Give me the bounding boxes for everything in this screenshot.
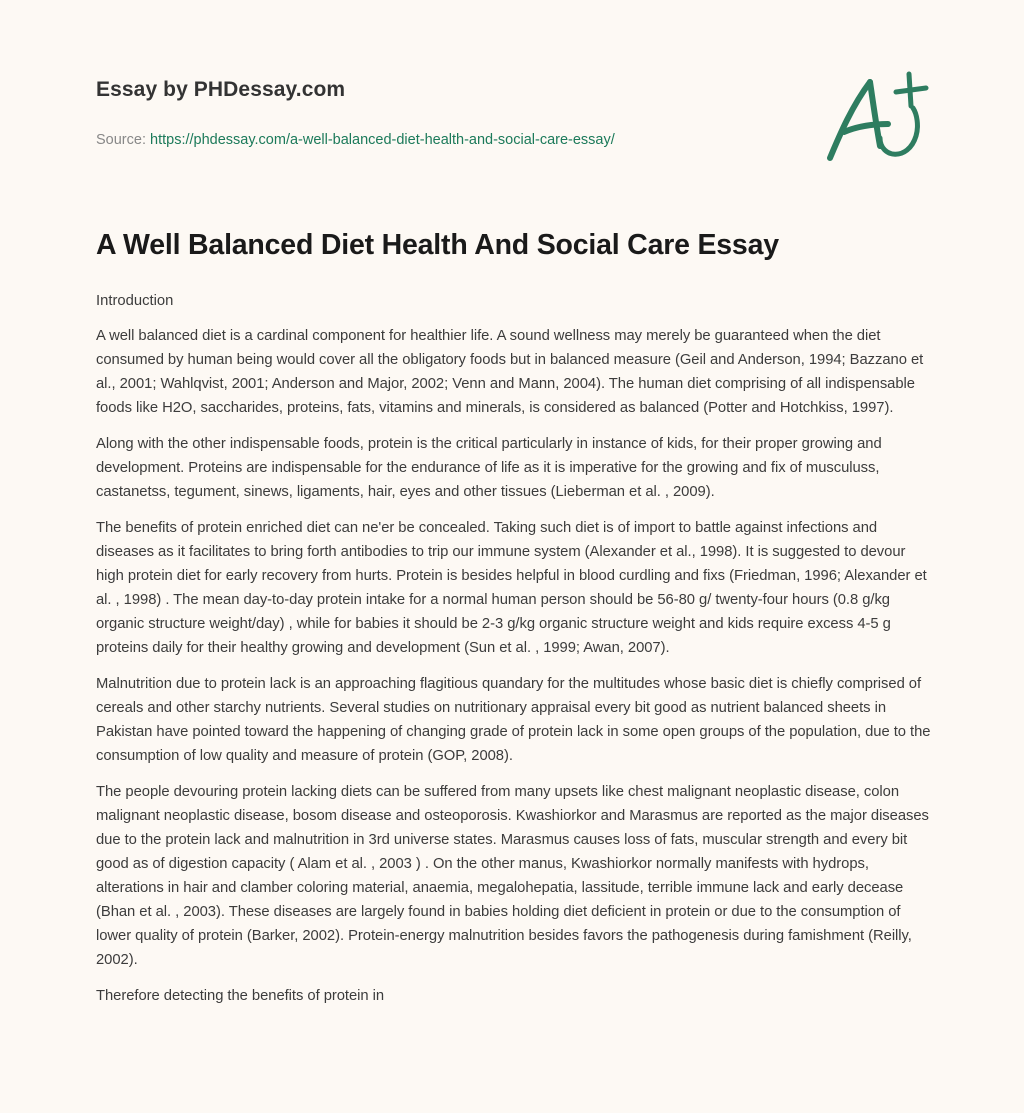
essay-paragraph-3: The benefits of protein enriched diet can ne'er be concealed. Taking such diet is of import to battle against infections and diseases as it facilitates to bring forth antibodies to trip our immune system (Alexander et al., 1998). It is suggested to devour high protein diet for early recovery from hurts. Protein is besides helpful in blood curdling and fixs (Friedman, 1996; Alexander et al. , 1998) . The mean day-to-day protein intake for a normal human person should be 56-80 g/ twenty-four hours (0.8 g/kg organic structure weight/day) , while for babies it should be 2-3 g/kg organic structure weight and kids require excess 4-5 g proteins daily for their healthy growing and development (Sun et al. , 1999; Awan, 2007). bbox=[96, 520, 927, 656]
essay-content bbox=[96, 224, 932, 1008]
a-plus-grade-icon bbox=[818, 66, 934, 166]
source-link[interactable]: https://phdessay.com/a-well-balanced-diet-health-and-social-care-essay/ bbox=[150, 132, 615, 148]
source-line bbox=[96, 130, 796, 150]
essay-paragraph-1: A well balanced diet is a cardinal component for healthier life. A sound wellness may merely be guaranteed when the diet consumed by human being would cover all the obligatory foods but in balanced measure (Geil and Anderson, 1994; Bazzano et al., 2001; Wahlqvist, 2001; Anderson and Major, 2002; Venn and Mann, 2004). The human diet comprising of all indispensable foods like H2O, saccharides, proteins, fats, vitamins and minerals, is considered as balanced (Potter and Hotchkiss, 1997). bbox=[96, 328, 924, 416]
essay-title: A Well Balanced Diet Health And Social Care Essay bbox=[96, 229, 779, 261]
essay-paragraph-4: Malnutrition due to protein lack is an approaching flagitious quandary for the multitudes whose basic diet is chiefly comprised of cereals and other starchy nutrients. Several studies on nutritionary appraisal every bit good as nutrient balanced sheets in Pakistan have pointed toward the happening of changing grade of protein lack in some open groups of the population, due to the consumption of low quality and measure of protein (GOP, 2008). bbox=[96, 676, 931, 764]
section-label-introduction: Introduction bbox=[96, 293, 174, 309]
site-title: Essay by PHDessay.com bbox=[96, 78, 346, 101]
source-label: Source: bbox=[96, 132, 146, 148]
essay-paragraph-5: The people devouring protein lacking diets can be suffered from many upsets like chest malignant neoplastic disease, colon malignant neoplastic disease, bosom disease and osteoporosis. Kwashiorkor and Marasmus are reported as the major diseases due to the protein lack and malnutrition in 3rd universe states. Marasmus causes loss of fats, muscular strength and every bit good as of digestion capacity ( Alam et al. , 2003 ) . On the other manus, Kwashiorkor normally manifests with hydrops, alterations in hair and clamber coloring material, anaemia, megalohepatia, lassitude, terrible immune lack and early decease (Bhan et al. , 2003). These diseases are largely found in babies holding diet deficient in protein or due to the consumption of lower quality of protein (Barker, 2002). Protein-energy malnutrition besides favors the pathogenesis during famishment (Reilly, 2002). bbox=[96, 784, 929, 968]
essay-paragraph-2: Along with the other indispensable foods, protein is the critical particularly in instance of kids, for their proper growing and development. Proteins are indispensable for the endurance of life as it is imperative for the growing and fix of musculuss, castanetss, tegument, sinews, ligaments, hair, eyes and other tissues (Lieberman et al. , 2009). bbox=[96, 436, 882, 500]
essay-paragraph-6: Therefore detecting the benefits of protein in bbox=[96, 988, 385, 1004]
document-header bbox=[96, 76, 796, 150]
